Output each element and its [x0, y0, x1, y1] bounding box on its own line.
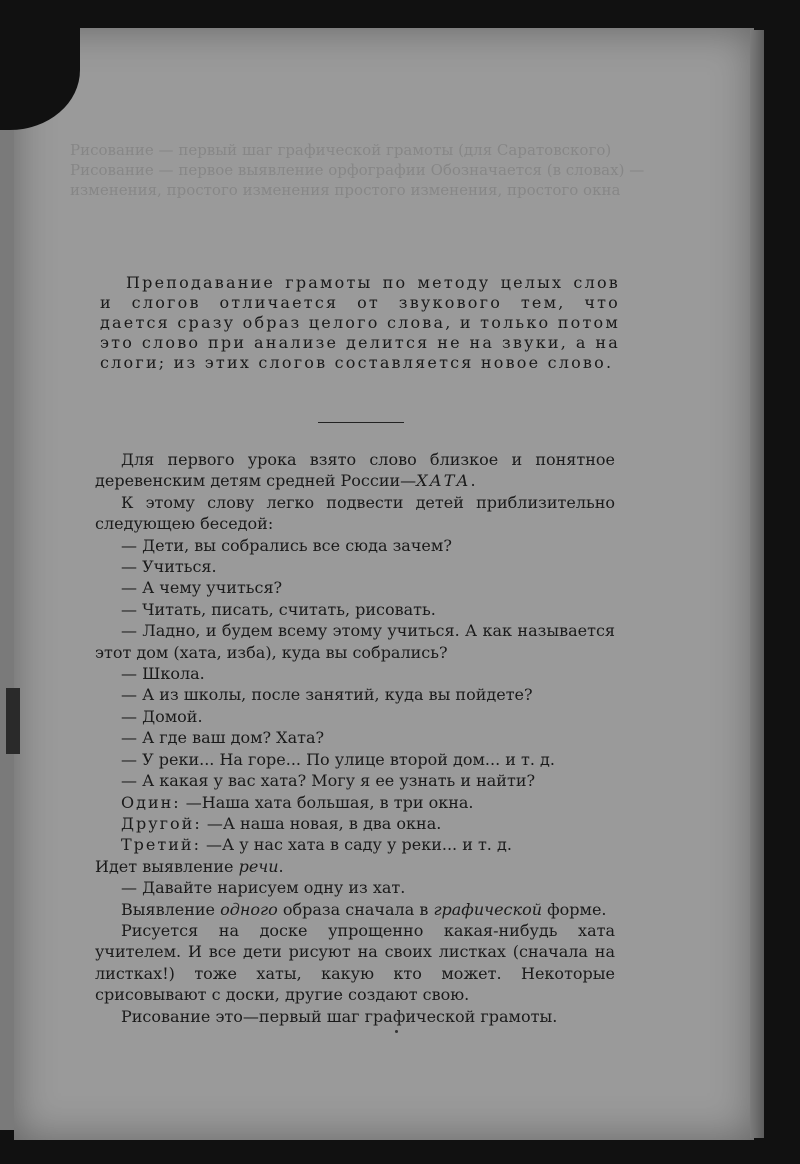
- intro-block: [100, 273, 620, 373]
- ink-speck: [395, 1030, 398, 1033]
- page-edge: [750, 30, 764, 1138]
- speaker-text: —А у нас хата в саду у реки... и т. д.: [206, 835, 512, 855]
- figure-e: форме.: [542, 899, 607, 919]
- speaker-label: Другой:: [121, 813, 202, 833]
- word-hata: ХАТА: [416, 471, 471, 491]
- dialogue-line: — Читать, писать, считать, рисовать.: [121, 599, 436, 619]
- speaker-text: —Наша хата большая, в три окна.: [185, 792, 474, 812]
- dialogue-line: — Домой.: [121, 706, 203, 726]
- figure-a: Выявление: [121, 899, 221, 919]
- paragraph-2: К этому слову легко подвести детей приблизительно следующею беседой:: [95, 492, 615, 534]
- dialogue-line: — А какая у вас хата? Могу я ее узнать и найти?: [121, 771, 536, 791]
- final-line: Рисование это—первый шаг графической грамоты.: [121, 1006, 558, 1026]
- figure-c: образа сначала в: [277, 899, 434, 919]
- figure-d: графической: [433, 899, 543, 919]
- speaker-three: [95, 834, 615, 855]
- paragraph-1-text: Для первого урока взято слово близкое и понятное деревенским детям средней России—: [95, 450, 615, 491]
- dialogue-line: — А из школы, после занятий, куда вы пойдете?: [121, 685, 533, 705]
- dialogue-line: — А где ваш дом? Хата?: [121, 728, 325, 748]
- dialogue-line: — Ладно, и будем всему этому учиться. А как называется этот дом (хата, изба), куда вы собрались?: [95, 621, 615, 662]
- binding-clip: [6, 688, 20, 754]
- word-speech: речи: [238, 856, 279, 876]
- bleed-through-text: Рисование — первый шаг графической грамоты (для Саратовского) Рисование — первое выявление орфографии Обозначается (в словах) — изменения, простого изменения простого изменения, простого окна: [70, 141, 645, 199]
- speaker-two: [95, 813, 615, 834]
- paragraph-1-end: .: [470, 471, 476, 491]
- figure-b: одного: [220, 899, 278, 919]
- figure-line: [95, 899, 615, 920]
- reveal-end: .: [278, 856, 284, 876]
- intro-paragraph: Преподавание грамоты по методу целых слов и слогов отличается от звукового тем, что дается сразу образ целого слова, и только потом это слово при анализе делится не на звуки, а на слоги; из этих слогов составляется новое слово.: [100, 273, 620, 372]
- speaker-one: [95, 792, 615, 813]
- main-text: [95, 449, 615, 1027]
- dialogue-line: — А чему учиться?: [121, 578, 283, 598]
- reveal-speech: [95, 856, 615, 877]
- dialogue-line: — У реки... На горе... По улице второй дом... и т. д.: [121, 749, 555, 769]
- speaker-label: Третий:: [121, 835, 201, 855]
- dialogue-line: — Учиться.: [121, 557, 217, 577]
- draw-line: — Давайте нарисуем одну из хат.: [121, 878, 406, 898]
- section-divider: [318, 422, 404, 423]
- dialogue-line: — Дети, вы собрались все сюда зачем?: [121, 535, 452, 555]
- speaker-text: —А наша новая, в два окна.: [206, 813, 442, 833]
- paragraph-1: [95, 449, 615, 492]
- dialogue-line: — Школа.: [121, 664, 205, 684]
- speaker-label: Один:: [121, 792, 181, 812]
- reveal-prefix: Идет выявление: [95, 856, 239, 876]
- drawing-paragraph: Рисуется на доске упрощенно какая-нибудь хата учителем. И все дети рисуют на своих листках (сначала на листках!) тоже хаты, какую кто может. Некоторые срисовывают с доски, другие создают свою.: [95, 920, 615, 1005]
